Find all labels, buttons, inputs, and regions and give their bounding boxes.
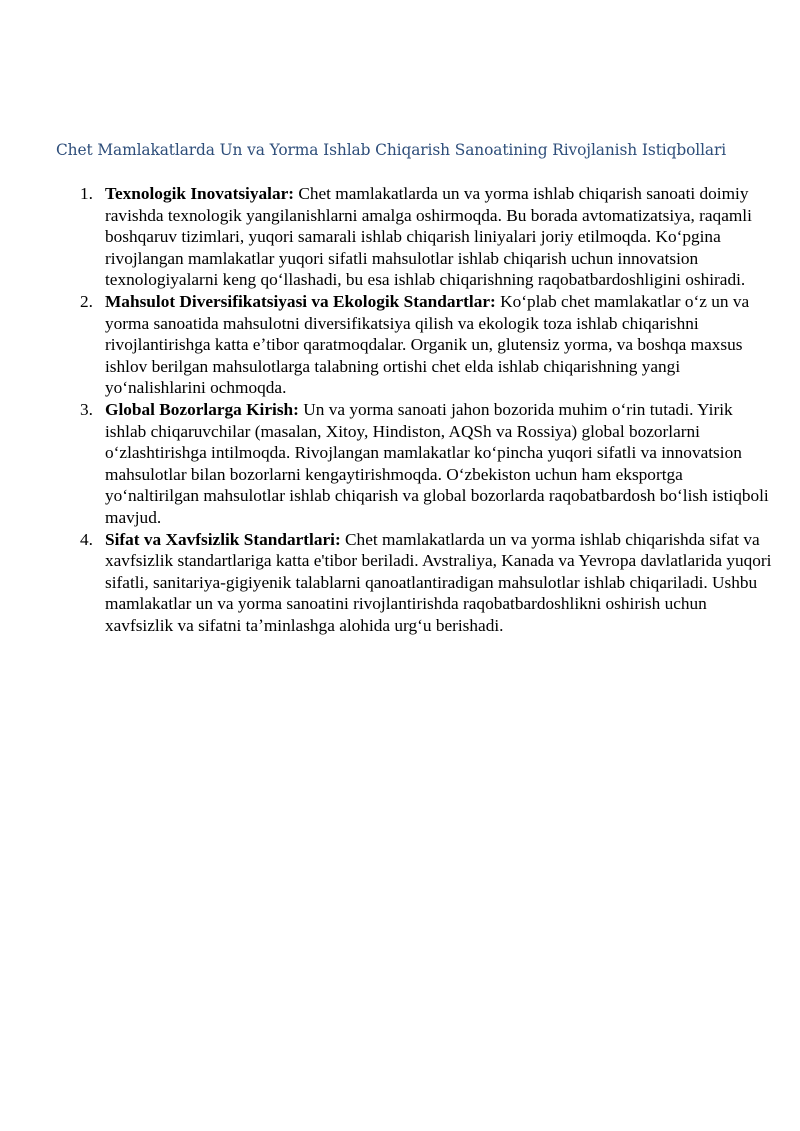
item-number: 1. (80, 184, 93, 203)
document-title: Chet Mamlakatlarda Un va Yorma Ishlab Chiqarish Sanoatining Rivojlanish Istiqbollari (56, 141, 727, 159)
list-item (0, 529, 772, 637)
item-text: Chet mamlakatlarda un va yorma ishlab chiqarishda sifat va xavfsizlik standartlariga katta e'tibor beriladi. Avstraliya, Kanada va Yevropa davlatlarida yuqori sifatli, sanitariya-gigiyenik talablarni qanoatlantiradigan mahsulotlar ishlab chiqariladi. Ushbu mamlakatlar un va yorma sanoatini rivojlantirishda raqobatbardoshlikni oshirish uchun xavfsizlik va sifatni taʼminlashga alohida urgʻu berishadi. (105, 529, 772, 635)
item-number: 2. (80, 291, 93, 311)
item-text: Un va yorma sanoati jahon bozorida muhim oʻrin tutadi. Yirik ishlab chiqaruvchilar (masalan, Xitoy, Hindiston, AQSh va Rossiya) global bozorlarni oʻzlashtirishga intilmoqda. Rivojlangan mamlakatlar koʻpincha yuqori sifatli va innovatsion mahsulotlar bilan bozorlarni kengaytirishmoqda. Oʻzbekiston uchun ham eksportga yoʻnaltirilgan mahsulotlar ishlab chiqarish va global bozorlarda raqobatbardosh boʻlish istiqboli mavjud. (105, 399, 769, 527)
list-item (0, 183, 772, 291)
item-heading: Texnologik Inovatsiyalar: (105, 184, 295, 203)
item-text: Chet mamlakatlarda un va yorma ishlab chiqarish sanoati doimiy ravishda texnologik yangilanishlarni amalga oshirmoqda. Bu borada avtomatizatsiya, raqamli boshqaruv tizimlari, yuqori samarali ishlab chiqarish liniyalari joriy etilmoqda. Koʻpgina rivojlangan mamlakatlar yuqori sifatli mahsulotlar ishlab chiqarish uchun innovatsion texnologiyalarni keng qoʻllashadi, bu esa ishlab chiqarishning raqobatbardoshligini oshiradi. (105, 184, 752, 290)
numbered-list (0, 183, 772, 636)
item-text: Koʻplab chet mamlakatlar oʻz un va yorma sanoatida mahsulotni diversifikatsiya qilish va ekologik toza ishlab chiqarishni rivojlantirishga katta eʼtibor qaratmoqdalar. Organik un, glutensiz yorma, va boshqa maxsus ishlov berilgan mahsulotlarga talabning ortishi chet elda ishlab chiqarishning yangi yoʻnalishlarini ochmoqda. (105, 291, 750, 398)
item-heading: Mahsulot Diversifikatsiyasi va Ekologik Standartlar: (105, 291, 496, 311)
list-item (0, 291, 772, 399)
list-item (0, 399, 772, 529)
item-number: 3. (80, 399, 93, 419)
item-heading: Global Bozorlarga Kirish: (105, 399, 299, 419)
item-number: 4. (80, 529, 93, 549)
item-heading: Sifat va Xavfsizlik Standartlari: (105, 529, 341, 549)
